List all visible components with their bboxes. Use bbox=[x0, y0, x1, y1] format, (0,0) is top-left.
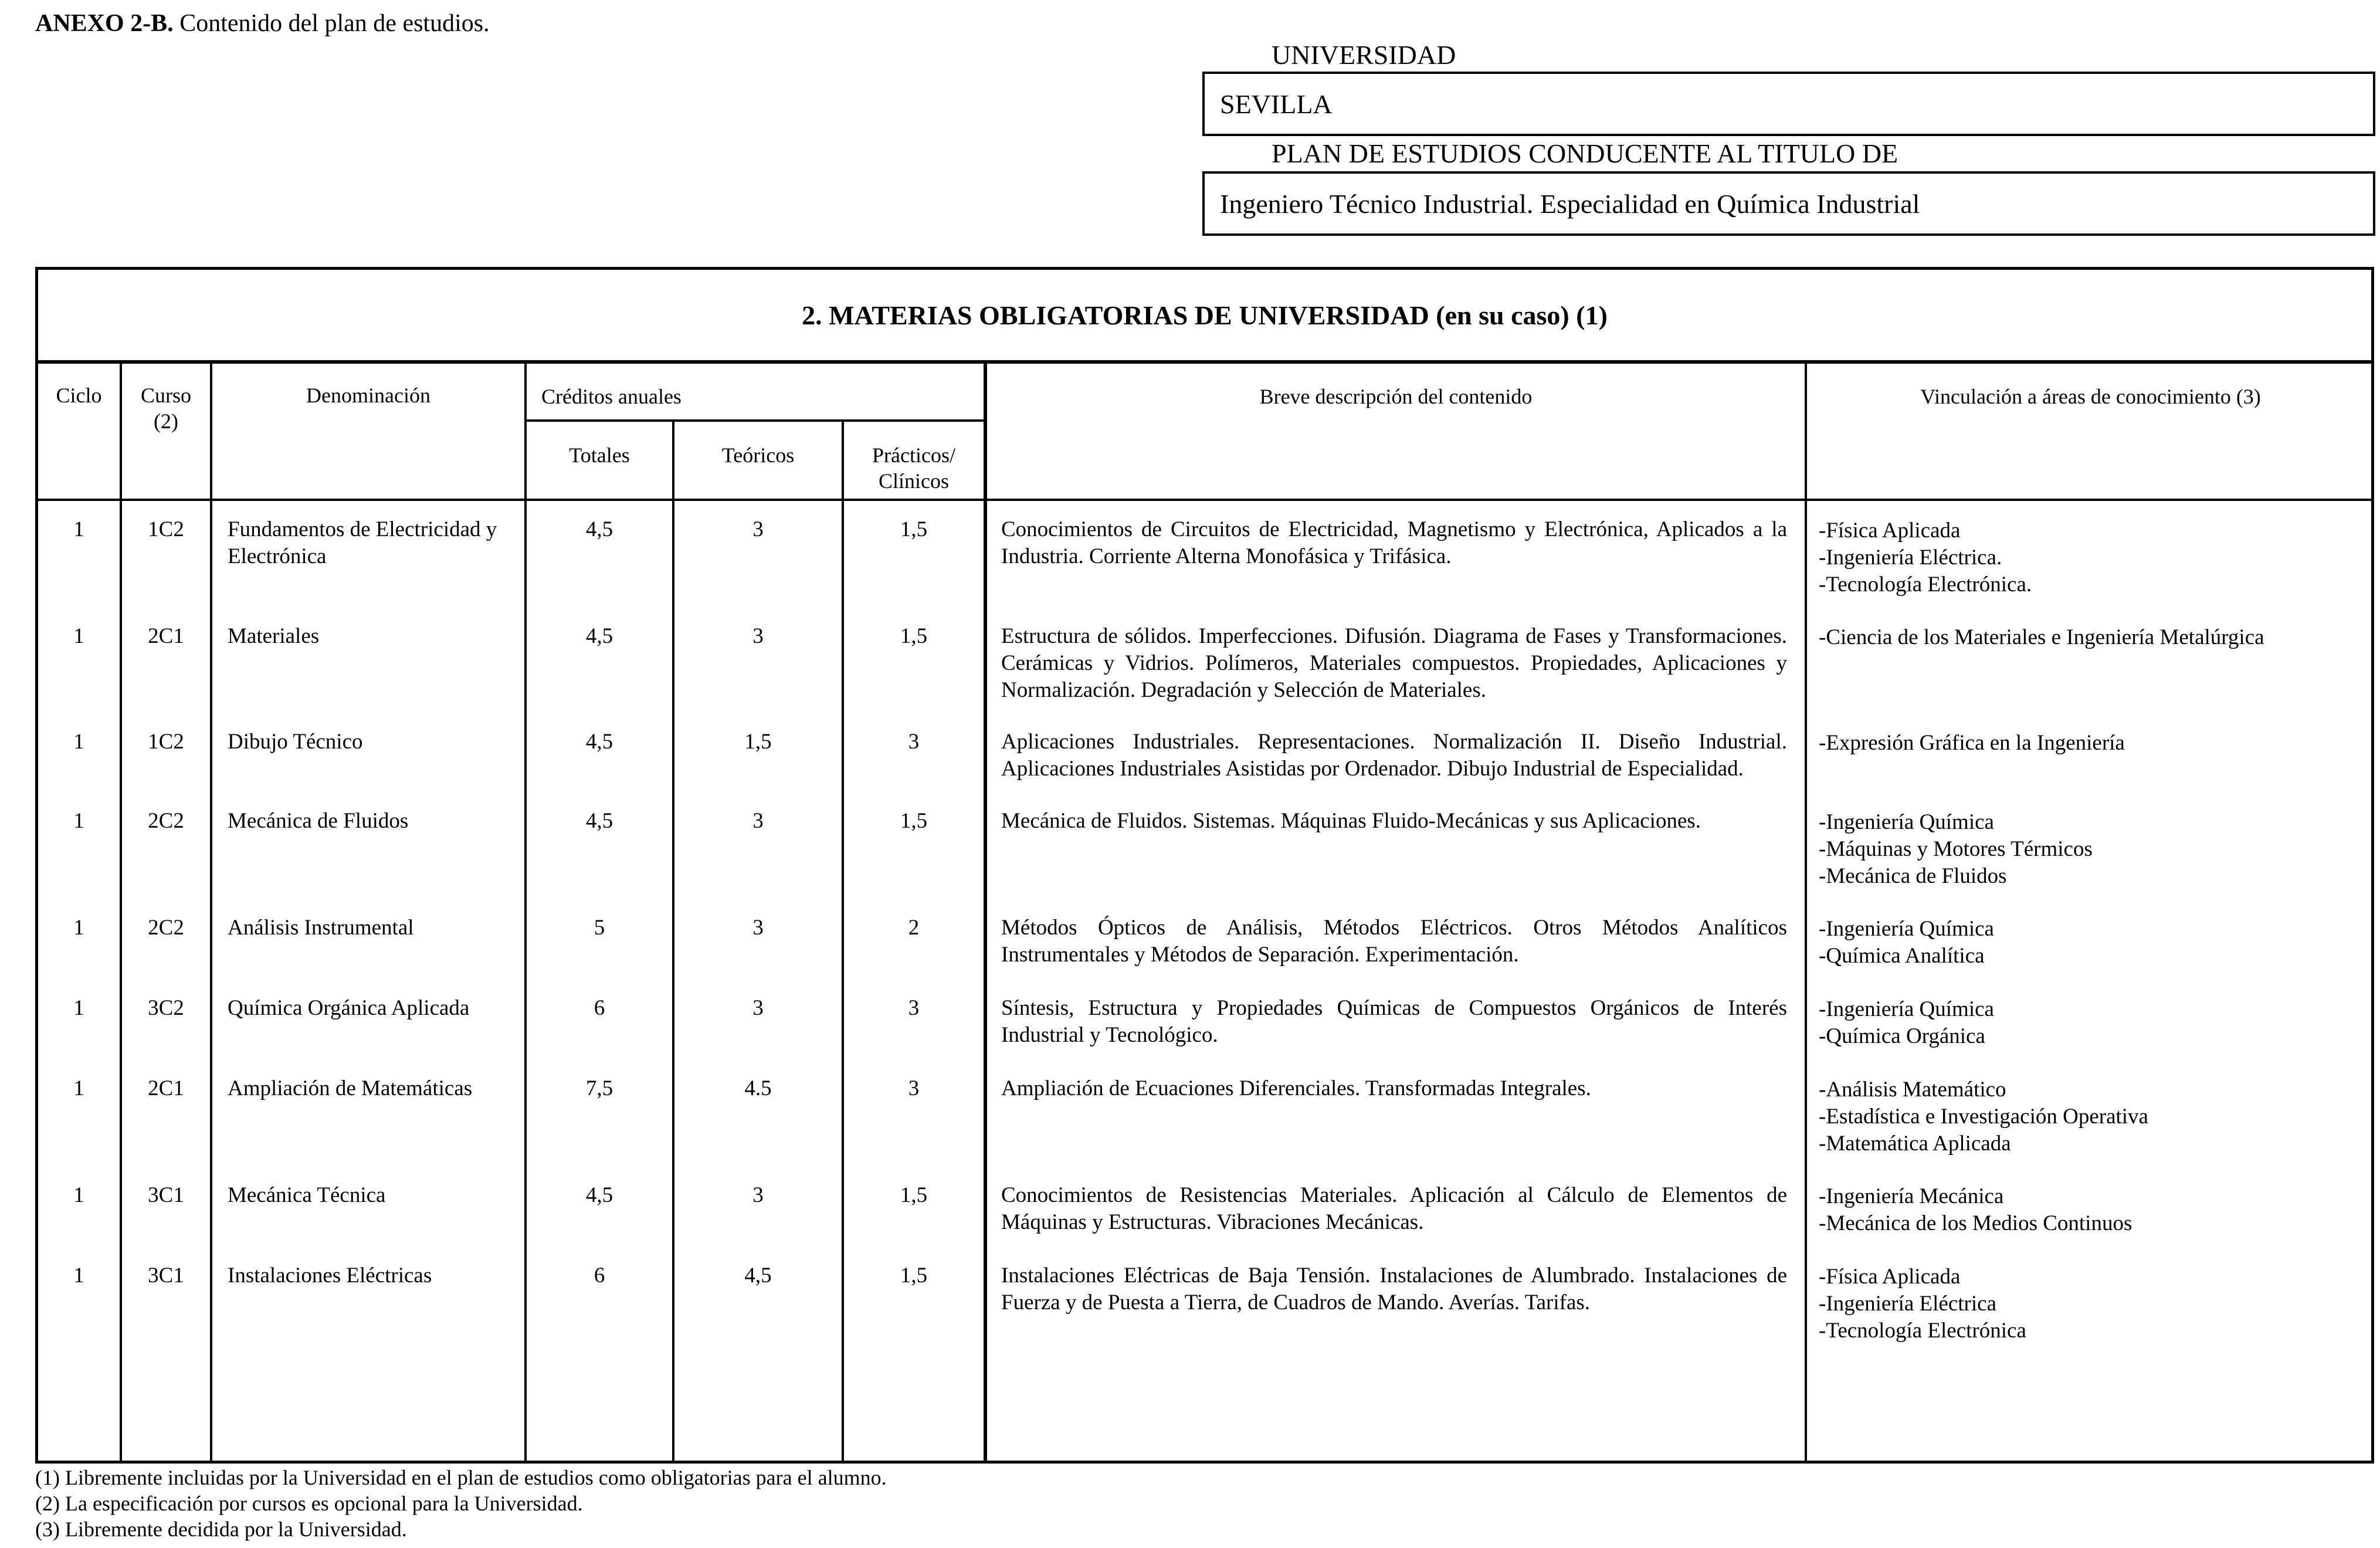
knowledge-area: -Estadística e Investigación Operativa bbox=[1819, 1105, 2148, 1129]
cell-denominacion: Materiales bbox=[228, 624, 320, 648]
cell-ciclo: 1 bbox=[73, 809, 84, 833]
cell-totales: 4,5 bbox=[585, 624, 613, 648]
cell-curso: 3C2 bbox=[148, 996, 184, 1020]
cell-descripcion: Instalaciones Eléctricas de Baja Tensión. Instalaciones de Alumbrado. Instalaciones de Fuerza y de Puesta a Tierra, de Cuadros de Mando. Averías. Tarifas. bbox=[1001, 1264, 1787, 1315]
cell-totales: 4,5 bbox=[585, 1183, 613, 1207]
knowledge-area: -Mecánica de Fluidos bbox=[1819, 864, 2007, 888]
cell-practicos: 1,5 bbox=[900, 1183, 928, 1207]
universidad-value: SEVILLA bbox=[1220, 89, 1333, 119]
header-ciclo: Ciclo bbox=[56, 384, 102, 407]
table-title: 2. MATERIAS OBLIGATORIAS DE UNIVERSIDAD (en su caso) (1) bbox=[38, 270, 2371, 364]
footnote-1: (1) Libremente incluidas por la Universidad en el plan de estudios como obligatorias para el alumno. bbox=[35, 1466, 887, 1489]
header-descripcion: Breve descripción del contenido bbox=[1259, 385, 1533, 408]
header-teoricos: Teóricos bbox=[721, 443, 795, 467]
cell-ciclo: 1 bbox=[73, 1183, 84, 1207]
cell-ciclo: 1 bbox=[73, 517, 84, 541]
credits-subheader-divider bbox=[527, 419, 985, 422]
cell-totales: 5 bbox=[594, 916, 605, 940]
cell-denominacion: Mecánica Técnica bbox=[228, 1183, 386, 1207]
knowledge-area: -Química Orgánica bbox=[1819, 1024, 1985, 1048]
cell-practicos: 1,5 bbox=[900, 1264, 928, 1288]
cell-ciclo: 1 bbox=[73, 624, 84, 648]
cell-denominacion: Química Orgánica Aplicada bbox=[228, 996, 470, 1020]
universidad-label: UNIVERSIDAD bbox=[1272, 40, 1456, 70]
cell-vinculacion bbox=[1819, 730, 2370, 757]
cell-teoricos: 3 bbox=[752, 916, 764, 940]
cell-curso: 2C2 bbox=[148, 916, 184, 940]
knowledge-area: -Ingeniería Química bbox=[1819, 810, 1994, 834]
cell-descripcion: Síntesis, Estructura y Propiedades Químicas de Compuestos Orgánicos de Interés Industrial y Tecnológico. bbox=[1001, 996, 1787, 1047]
cell-ciclo: 1 bbox=[73, 730, 84, 754]
cell-totales: 6 bbox=[594, 1264, 605, 1288]
header-creditos-anuales: Créditos anuales bbox=[541, 385, 682, 408]
header-vinculacion: Vinculación a áreas de conocimiento (3) bbox=[1920, 385, 2261, 408]
cell-descripcion: Ampliación de Ecuaciones Diferenciales. Transformadas Integrales. bbox=[1001, 1076, 1591, 1100]
cell-descripcion: Mecánica de Fluidos. Sistemas. Máquinas Fluido-Mecánicas y sus Aplicaciones. bbox=[1001, 809, 1701, 833]
cell-denominacion: Dibujo Técnico bbox=[228, 730, 363, 754]
knowledge-area: -Tecnología Electrónica. bbox=[1819, 573, 2032, 597]
document-heading bbox=[35, 6, 490, 41]
knowledge-area: -Expresión Gráfica en la Ingeniería bbox=[1819, 731, 2125, 755]
header-practicos: Prácticos/ bbox=[872, 443, 955, 467]
knowledge-area: -Física Aplicada bbox=[1819, 519, 1961, 543]
column-divider bbox=[210, 361, 212, 1464]
cell-practicos: 3 bbox=[908, 1076, 920, 1100]
annex-number: ANEXO 2-B. bbox=[35, 10, 174, 37]
cell-descripcion: Conocimientos de Circuitos de Electricidad, Magnetismo y Electrónica, Aplicados a la Industria. Corriente Alterna Monofásica y Trifásica. bbox=[1001, 517, 1787, 568]
cell-ciclo: 1 bbox=[73, 916, 84, 940]
cell-denominacion: Análisis Instrumental bbox=[228, 916, 414, 940]
knowledge-area: -Ingeniería Eléctrica. bbox=[1819, 546, 2002, 570]
cell-vinculacion bbox=[1819, 624, 2370, 651]
header-curso: Curso bbox=[140, 384, 191, 407]
cell-teoricos: 3 bbox=[752, 624, 764, 648]
header-curso-note: (2) bbox=[154, 409, 178, 433]
cell-denominacion: Mecánica de Fluidos bbox=[228, 809, 409, 833]
cell-practicos: 1,5 bbox=[900, 624, 928, 648]
cell-ciclo: 1 bbox=[73, 1076, 84, 1100]
cell-practicos: 1,5 bbox=[900, 517, 928, 541]
cell-teoricos: 3 bbox=[752, 517, 764, 541]
knowledge-area: -Química Analítica bbox=[1819, 944, 1985, 968]
knowledge-area: -Ingeniería Mecánica bbox=[1819, 1184, 2004, 1208]
cell-practicos: 1,5 bbox=[900, 809, 928, 833]
header-denominacion: Denominación bbox=[306, 384, 430, 407]
footnote-2: (2) La especificación por cursos es opcional para la Universidad. bbox=[35, 1492, 583, 1515]
cell-descripcion: Aplicaciones Industriales. Representaciones. Normalización II. Diseño Industrial. Aplicaciones Industriales Asistidas por Ordenador. Dibujo Industrial de Especialidad. bbox=[1001, 730, 1787, 781]
cell-vinculacion bbox=[1819, 517, 2370, 598]
cell-vinculacion bbox=[1819, 1264, 2370, 1344]
plan-label: PLAN DE ESTUDIOS CONDUCENTE AL TITULO DE bbox=[1272, 138, 1898, 168]
cell-curso: 3C1 bbox=[148, 1264, 184, 1288]
cell-curso: 2C1 bbox=[148, 1076, 184, 1100]
knowledge-area: -Matemática Aplicada bbox=[1819, 1132, 2011, 1156]
cell-vinculacion bbox=[1819, 996, 2370, 1050]
knowledge-area: -Ingeniería Química bbox=[1819, 917, 1994, 941]
cell-vinculacion bbox=[1819, 1076, 2370, 1157]
cell-curso: 2C1 bbox=[148, 624, 184, 648]
cell-denominacion: Fundamentos de Electricidad y Electrónica bbox=[228, 517, 497, 568]
cell-totales: 4,5 bbox=[585, 517, 613, 541]
cell-denominacion: Ampliación de Matemáticas bbox=[228, 1076, 473, 1100]
cell-descripcion: Conocimientos de Resistencias Materiales. Aplicación al Cálculo de Elementos de Máquinas y Estructuras. Vibraciones Mecánicas. bbox=[1001, 1183, 1787, 1234]
cell-practicos: 3 bbox=[908, 996, 920, 1020]
knowledge-area: -Mecánica de los Medios Continuos bbox=[1819, 1211, 2132, 1235]
cell-teoricos: 4.5 bbox=[744, 1076, 772, 1100]
cell-vinculacion bbox=[1819, 916, 2370, 970]
cell-vinculacion bbox=[1819, 809, 2370, 890]
cell-teoricos: 3 bbox=[752, 809, 764, 833]
cell-denominacion: Instalaciones Eléctricas bbox=[228, 1264, 432, 1288]
universidad-value-box bbox=[1202, 72, 2375, 136]
knowledge-area: -Física Aplicada bbox=[1819, 1265, 1961, 1289]
knowledge-area: -Ingeniería Química bbox=[1819, 997, 1994, 1021]
header-clinicos: Clínicos bbox=[878, 469, 949, 493]
cell-descripcion: Métodos Ópticos de Análisis, Métodos Eléctricos. Otros Métodos Analíticos Instrumentales y Métodos de Separación. Experimentación. bbox=[1001, 916, 1787, 967]
knowledge-area: -Ciencia de los Materiales e Ingeniería Metalúrgica bbox=[1819, 625, 2264, 649]
subjects-table bbox=[35, 267, 2374, 1464]
cell-totales: 4,5 bbox=[585, 730, 613, 754]
column-divider bbox=[1805, 361, 1807, 1464]
column-divider bbox=[984, 361, 987, 1464]
column-divider bbox=[842, 419, 844, 1464]
footnote-3: (3) Libremente decidida por la Universidad. bbox=[35, 1517, 407, 1541]
annex-title: Contenido del plan de estudios. bbox=[173, 10, 490, 37]
cell-teoricos: 3 bbox=[752, 996, 764, 1020]
cell-practicos: 3 bbox=[908, 730, 920, 754]
cell-ciclo: 1 bbox=[73, 1264, 84, 1288]
knowledge-area: -Máquinas y Motores Térmicos bbox=[1819, 837, 2093, 861]
knowledge-area: -Tecnología Electrónica bbox=[1819, 1319, 2026, 1343]
cell-teoricos: 3 bbox=[752, 1183, 764, 1207]
cell-ciclo: 1 bbox=[73, 996, 84, 1020]
cell-curso: 3C1 bbox=[148, 1183, 184, 1207]
cell-curso: 2C2 bbox=[148, 809, 184, 833]
column-divider bbox=[672, 419, 674, 1464]
header-bottom-divider bbox=[38, 499, 2374, 501]
cell-vinculacion bbox=[1819, 1183, 2370, 1237]
knowledge-area: -Ingeniería Eléctrica bbox=[1819, 1292, 1996, 1316]
plan-value-box bbox=[1202, 171, 2375, 236]
cell-totales: 7,5 bbox=[585, 1076, 613, 1100]
cell-totales: 4,5 bbox=[585, 809, 613, 833]
cell-totales: 6 bbox=[594, 996, 605, 1020]
cell-practicos: 2 bbox=[908, 916, 920, 940]
plan-value: Ingeniero Técnico Industrial. Especialidad en Química Industrial bbox=[1220, 188, 1920, 219]
header-totales: Totales bbox=[569, 443, 630, 467]
cell-descripcion: Estructura de sólidos. Imperfecciones. Difusión. Diagrama de Fases y Transformaciones. Cerámicas y Vidrios. Polímeros, Materiales compuestos. Propiedades, Aplicaciones y Normalización. Degradación y Selección de Materiales. bbox=[1001, 624, 1787, 702]
cell-teoricos: 4,5 bbox=[744, 1264, 772, 1288]
cell-curso: 1C2 bbox=[148, 730, 184, 754]
cell-curso: 1C2 bbox=[148, 517, 184, 541]
knowledge-area: -Análisis Matemático bbox=[1819, 1078, 2006, 1102]
cell-teoricos: 1,5 bbox=[744, 730, 772, 754]
